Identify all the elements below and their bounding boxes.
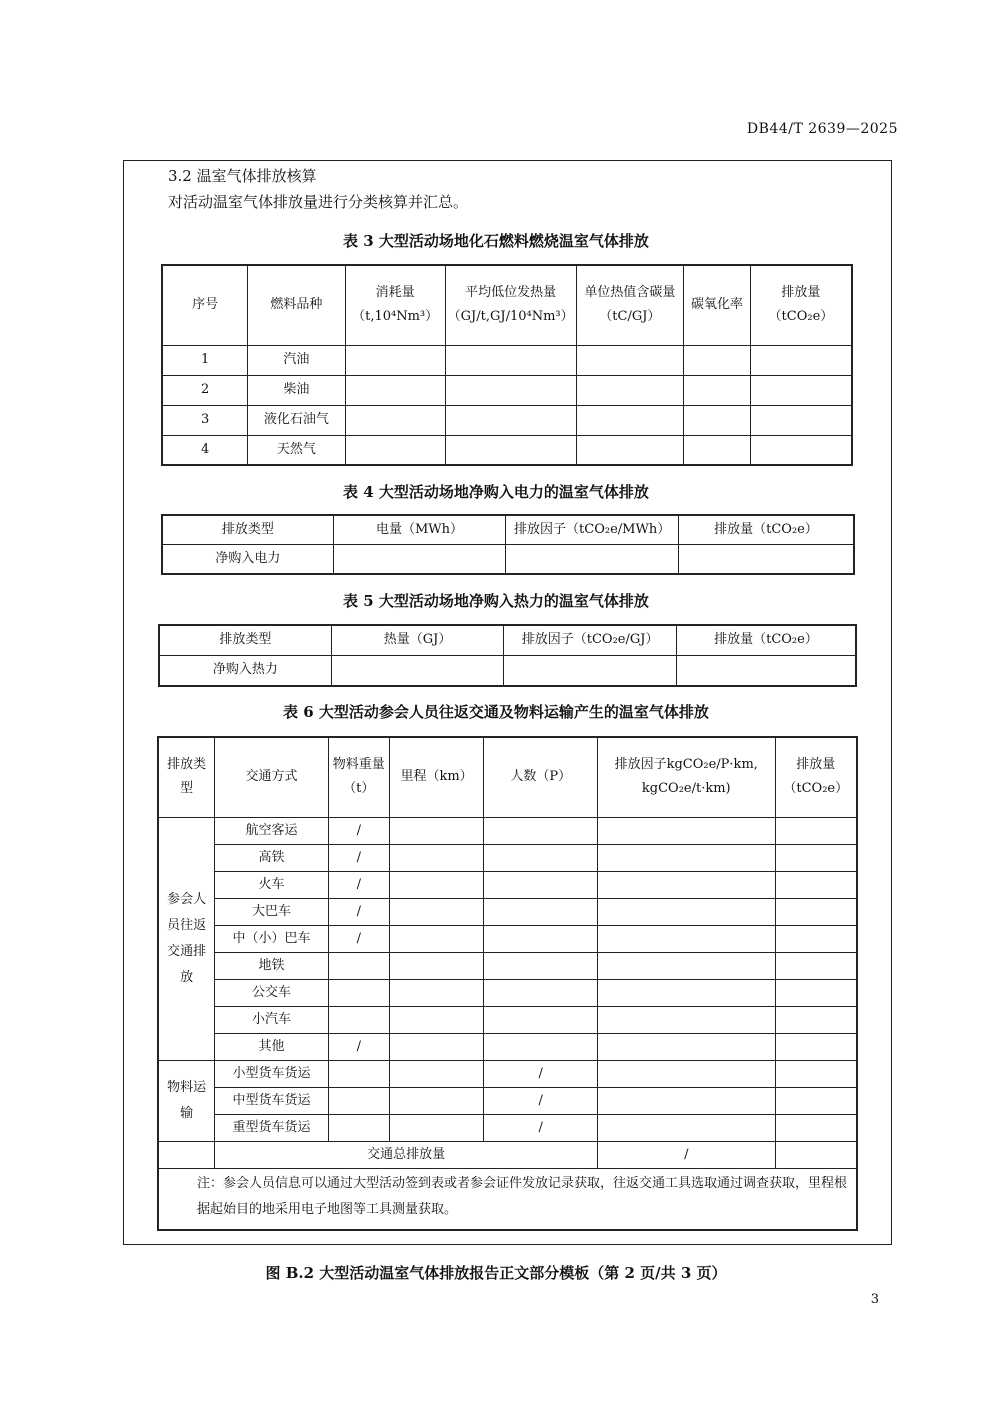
table-row: 高铁 / xyxy=(158,844,857,871)
group-label-materials: 物料运输 xyxy=(158,1060,215,1141)
table-row: 净购入热力 xyxy=(159,655,856,686)
table6-header: 物料重量（t） xyxy=(328,737,389,817)
page-number: 3 xyxy=(870,1292,879,1307)
table4-header: 排放量（tCO₂e） xyxy=(678,515,854,544)
table-row: 中（小）巴车 / xyxy=(158,925,857,952)
table4-header: 排放类型 xyxy=(162,515,333,544)
table4-header: 排放因子（tCO₂e/MWh） xyxy=(506,515,679,544)
table-row: 参会人员往返交通排放 航空客运 / xyxy=(158,817,857,844)
table6-caption: 表 6 大型活动参会人员往返交通及物料运输产生的温室气体排放 xyxy=(283,703,709,721)
table6 xyxy=(157,736,858,1231)
table5-header: 排放因子（tCO₂e/GJ） xyxy=(504,625,677,655)
table5-header: 热量（GJ） xyxy=(331,625,503,655)
table5 xyxy=(158,624,857,687)
table3-header: 燃料品种 xyxy=(248,265,345,345)
table-row: 小汽车 xyxy=(158,1006,857,1033)
table-row: 地铁 xyxy=(158,952,857,979)
table-row: 3 液化石油气 xyxy=(162,405,852,435)
table6-note: 注：参会人员信息可以通过大型活动签到表或者参会证件发放记录获取，往返交通工具选取通过调查获取，里程根据起始目的地采用电子地图等工具测量获取。 xyxy=(158,1168,857,1230)
table-row: 重型货车货运 / xyxy=(158,1114,857,1141)
doc-code: DB44/T 2639—2025 xyxy=(746,121,898,137)
group-label-attendees: 参会人员往返交通排放 xyxy=(158,817,215,1060)
table6-header: 里程（km） xyxy=(389,737,484,817)
table3-header: 平均低位发热量（GJ/t,GJ/10⁴Nm³） xyxy=(445,265,576,345)
table3 xyxy=(161,264,853,466)
table-row: 公交车 xyxy=(158,979,857,1006)
total-label: 交通总排放量 xyxy=(215,1141,598,1168)
section-intro: 对活动温室气体排放量进行分类核算并汇总。 xyxy=(168,193,469,211)
table4 xyxy=(161,514,855,575)
table-row: 物料运输 小型货车货运 / xyxy=(158,1060,857,1087)
table6-header: 交通方式 xyxy=(215,737,329,817)
table-row: 4 天然气 xyxy=(162,435,852,465)
table-row-total: 交通总排放量 / xyxy=(158,1141,857,1168)
table6-header: 人数（P） xyxy=(484,737,598,817)
table5-header: 排放量（tCO₂e） xyxy=(676,625,856,655)
table6-header: 排放类型 xyxy=(158,737,215,817)
table-row: 中型货车货运 / xyxy=(158,1087,857,1114)
table3-header: 碳氧化率 xyxy=(684,265,751,345)
table4-header: 电量（MWh） xyxy=(333,515,506,544)
table3-caption: 表 3 大型活动场地化石燃料燃烧温室气体排放 xyxy=(343,232,649,250)
table5-header: 排放类型 xyxy=(159,625,331,655)
table3-header: 排放量（tCO₂e） xyxy=(750,265,852,345)
table-row: 1 汽油 xyxy=(162,345,852,375)
table4-caption: 表 4 大型活动场地净购入电力的温室气体排放 xyxy=(343,483,649,501)
table3-header: 序号 xyxy=(162,265,248,345)
table6-header: 排放量（tCO₂e） xyxy=(775,737,857,817)
table-row: 其他 / xyxy=(158,1033,857,1060)
table5-caption: 表 5 大型活动场地净购入热力的温室气体排放 xyxy=(343,592,649,610)
table-row: 大巴车 / xyxy=(158,898,857,925)
table-row: 净购入电力 xyxy=(162,544,854,574)
table-row: 火车 / xyxy=(158,871,857,898)
table-row: 2 柴油 xyxy=(162,375,852,405)
table3-header: 消耗量（t,10⁴Nm³） xyxy=(345,265,445,345)
section-title: 3.2 温室气体排放核算 xyxy=(168,167,317,185)
table6-header: 排放因子kgCO₂e/P·km, kgCO₂e/t·km) xyxy=(598,737,776,817)
table3-header: 单位热值含碳量（tC/GJ） xyxy=(576,265,684,345)
figure-caption: 图 B.2 大型活动温室气体排放报告正文部分模板（第 2 页/共 3 页） xyxy=(265,1264,727,1282)
